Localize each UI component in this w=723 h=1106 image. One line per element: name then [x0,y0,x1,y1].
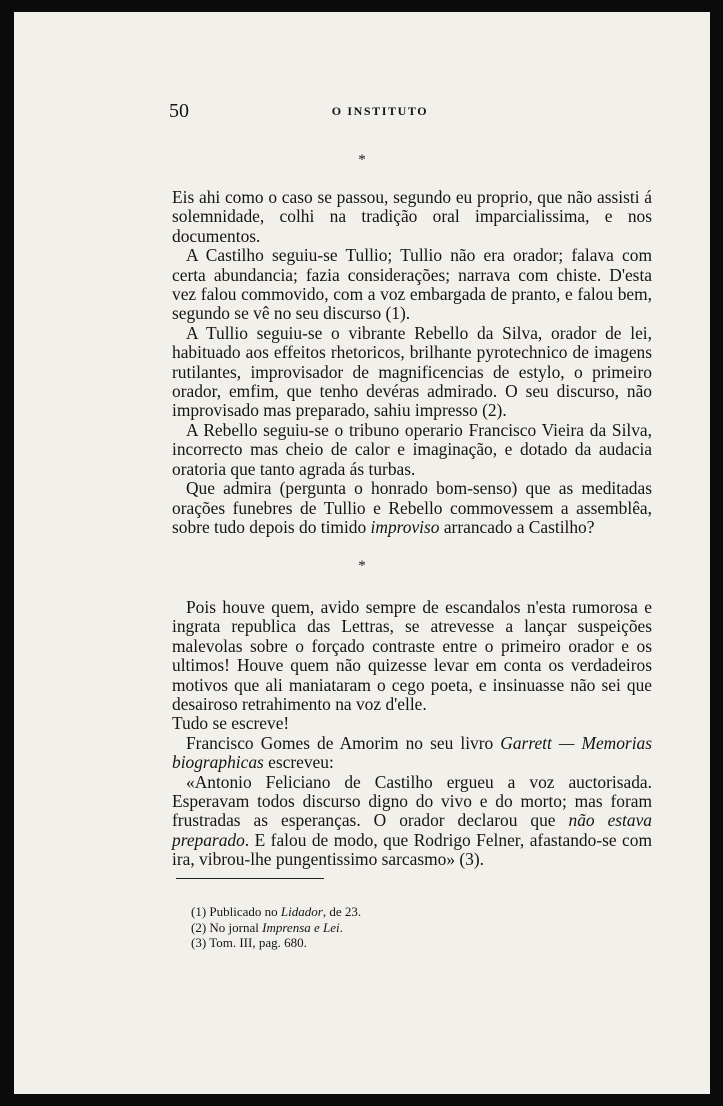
footnote: (3) Tom. III, pag. 680. [191,935,307,951]
paragraph: A Tullio seguiu-se o vibrante Rebello da Silva, orador de lei, habituado aos effeitos rhetoricos, brilhante pyrotechnico de imagens rutilantes, improvisador de magnificencias de estylo, o primeiro orador, emfim, que tenho devéras admirado. O seu discurso, não improvisado mas preparado, sahiu impresso (2). [172,322,652,421]
paragraph: A Castilho seguiu-se Tullio; Tullio não era orador; falava com certa abundancia; fazia considerações; narrava com chiste. D'esta vez falou commovido, com a voz embargada de pranto, e falou bem, segundo se vê no seu discurso (1). [172,245,652,324]
page-header [14,100,710,124]
paragraph: Francisco Gomes de Amorim no seu livro Garrett — Memorias biographicas escreveu: [172,732,652,773]
paragraph: Tudo se escreve! [172,713,290,734]
section-separator: * [358,152,366,168]
paragraph: Eis ahi como o caso se passou, segundo eu proprio, que não assisti á solemnidade, colhi na tradição oral imparcialissima, e nos documentos. [172,187,652,246]
section-separator: * [358,558,366,574]
paragraph: A Rebello seguiu-se o tribuno operario Francisco Vieira da Silva, incorrecto mas cheio de calor e imaginação, e dotado da audacia oratoria que tanto agrada ás turbas. [172,419,652,479]
book-page [14,12,710,1094]
section-1-text [172,188,652,537]
paragraph: Pois houve quem, avido sempre de escandalos n'esta rumorosa e ingrata republica das Lettras, se atrevesse a lançar suspeições malevolas sobre o forçado contraste entre o primeiro orador e os ultimos! Houve quem não quizesse levar em conta os verdadeiros motivos que ali maniataram o cego poeta, e insinuasse não sei que desairoso retrahimento na voz d'elle. [172,597,652,715]
section-2-text [172,598,652,870]
running-title: O INSTITUTO [331,104,429,118]
quotation: «Antonio Feliciano de Castilho ergueu a voz auctorisada. Esperavam todos discurso digno do vivo e do morto; mas foram frustradas as esperanças. O orador declarou que não estava preparado. E falou de modo, que Rodrigo Felner, afastando-se com ira, vibrou-lhe pungentissimo sarcasmo» (3). [172,771,652,870]
footnote: (2) No jornal Imprensa e Lei. [191,919,343,935]
footnote: (1) Publicado no Lidador, de 23. [191,904,362,919]
paragraph: Que admira (pergunta o honrado bom-senso) que as meditadas orações funebres de Tullio e Rebello commovessem a assemblêa, sobre tudo depois do timido improviso arrancado a Castilho? [172,478,652,537]
footnote-rule [176,878,324,879]
page-number: 50 [169,100,189,122]
footnotes [191,904,361,951]
